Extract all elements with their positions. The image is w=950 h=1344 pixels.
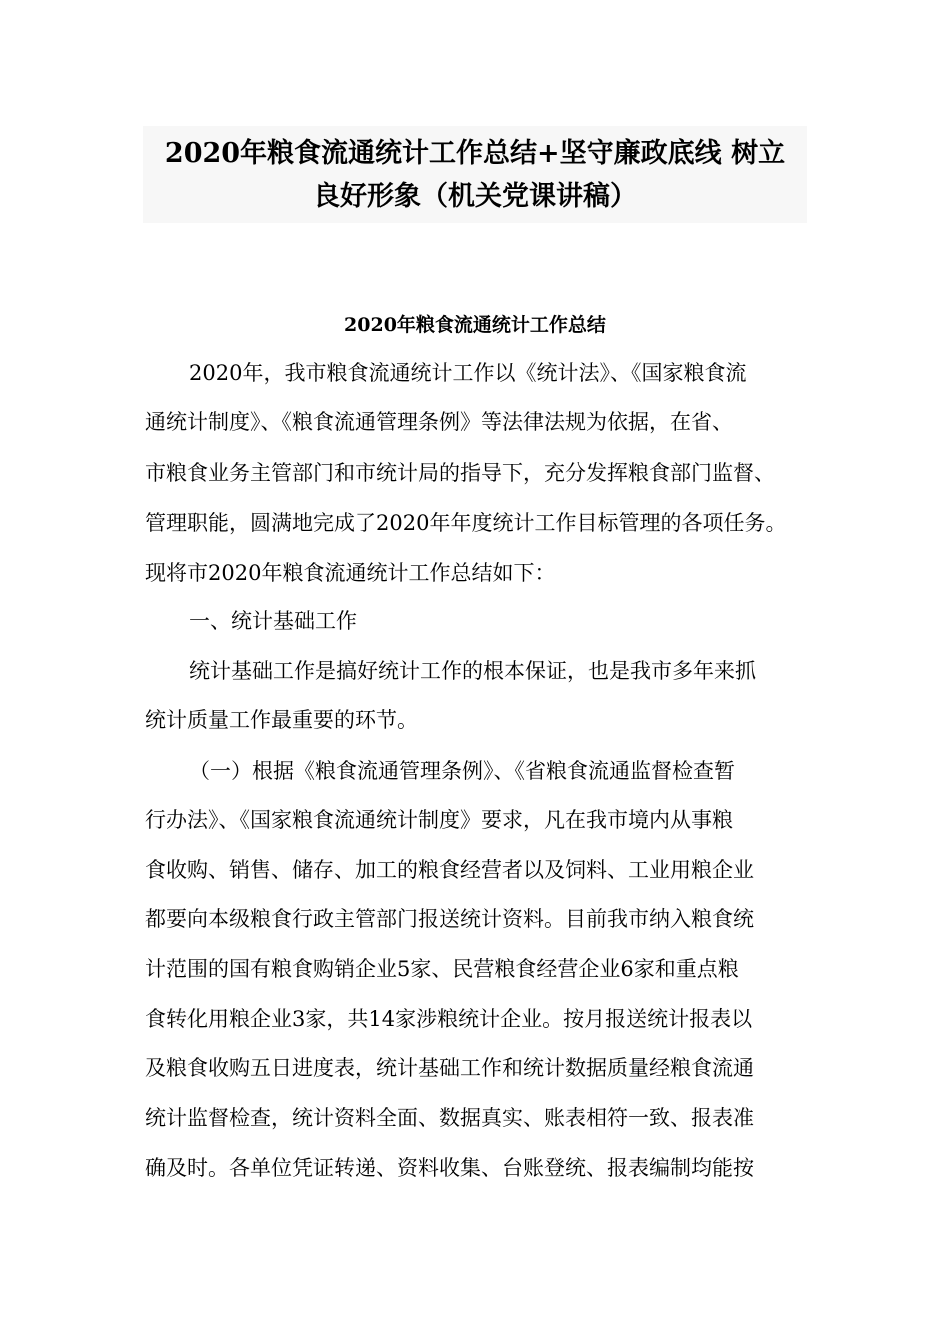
paragraph-line: 行办法》、《国家粮食流通统计制度》要求，凡在我市境内从事粮	[145, 808, 733, 832]
paragraph-line: 都要向本级粮食行政主管部门报送统计资料。目前我市纳入粮食统	[145, 907, 754, 931]
paragraph-line: 统计基础工作是搞好统计工作的根本保证，也是我市多年来抓	[189, 659, 756, 683]
title-box	[143, 126, 807, 223]
paragraph-line: 通统计制度》、《粮食流通管理条例》等法律法规为依据，在省、	[145, 410, 733, 434]
section-subtitle: 2020年粮食流通统计工作总结	[344, 314, 606, 336]
paragraph-line: 计范围的国有粮食购销企业5家、民营粮食经营企业6家和重点粮	[145, 957, 739, 981]
paragraph-line: 及粮食收购五日进度表，统计基础工作和统计数据质量经粮食流通	[145, 1056, 754, 1080]
document-title-line-1: 2020年粮食流通统计工作总结+坚守廉政底线 树立	[164, 138, 786, 169]
section-heading: 一、统计基础工作	[189, 609, 357, 633]
paragraph-line: 统计质量工作最重要的环节。	[145, 708, 418, 732]
paragraph-line: 确及时。各单位凭证转递、资料收集、台账登统、报表编制均能按	[145, 1156, 754, 1180]
paragraph-line: 统计监督检查，统计资料全面、数据真实、账表相符一致、报表准	[145, 1106, 754, 1130]
paragraph-line: 2020年，我市粮食流通统计工作以《统计法》、《国家粮食流	[189, 361, 747, 385]
paragraph-line: 现将市2020年粮食流通统计工作总结如下：	[145, 561, 556, 585]
document-title-line-2: 良好形象（机关党课讲稿）	[313, 181, 637, 212]
paragraph-line: 市粮食业务主管部门和市统计局的指导下，充分发挥粮食部门监督、	[145, 461, 775, 485]
paragraph-line: （一）根据《粮食流通管理条例》、《省粮食流通监督检查暂	[189, 759, 735, 783]
paragraph-line: 食收购、销售、储存、加工的粮食经营者以及饲料、工业用粮企业	[145, 858, 754, 882]
paragraph-line: 管理职能，圆满地完成了2020年年度统计工作目标管理的各项任务。	[145, 511, 787, 535]
paragraph-line: 食转化用粮企业3家，共14家涉粮统计企业。按月报送统计报表以	[145, 1007, 753, 1031]
